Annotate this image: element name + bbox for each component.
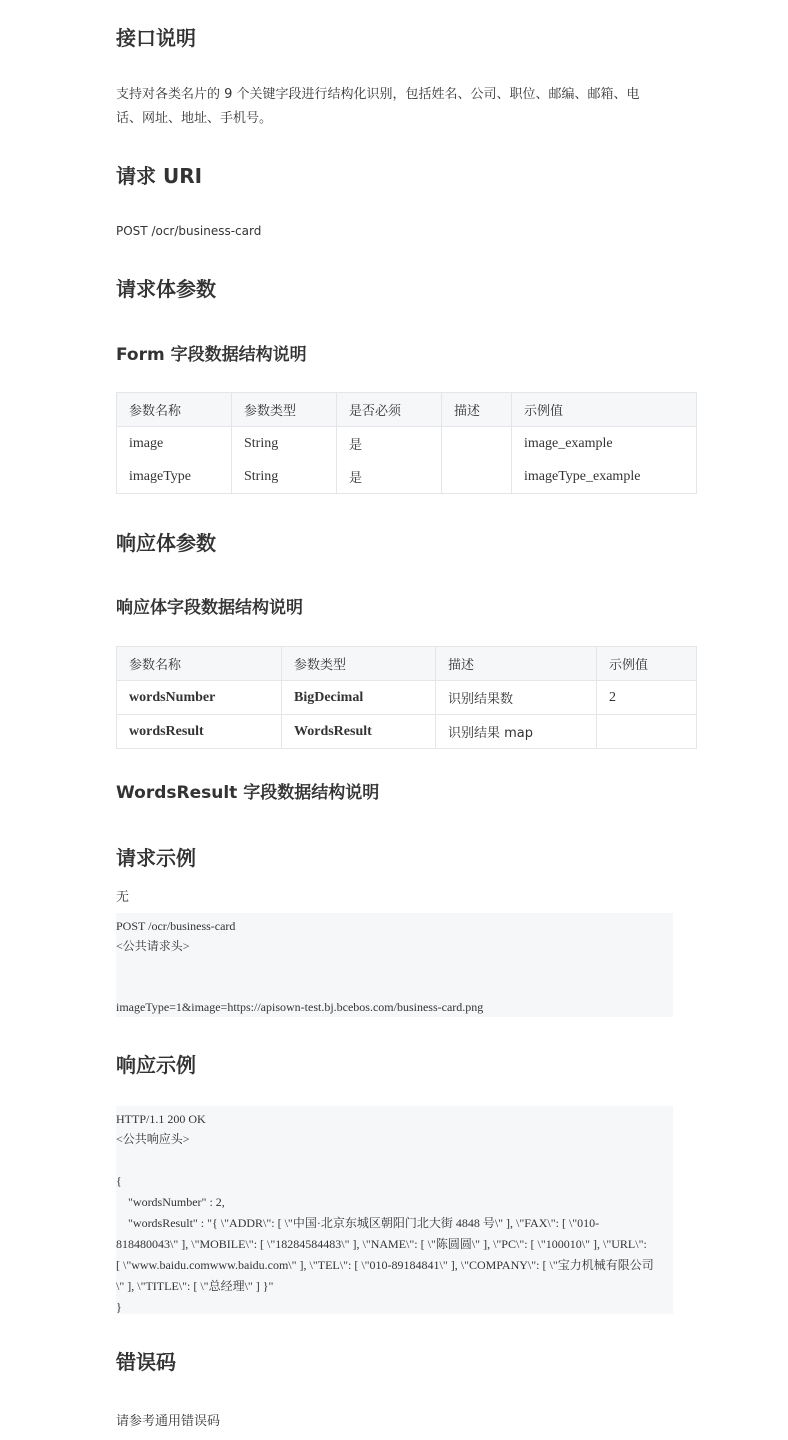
cell-description [442, 427, 512, 461]
cell-param-type: String [232, 427, 337, 461]
form-fields-subheading: Form 字段数据结构说明 [116, 345, 307, 365]
wordsresult-subheading: WordsResult 字段数据结构说明 [116, 783, 380, 803]
code-line: <公共请求头> [116, 939, 190, 953]
header-param-type: 参数类型 [282, 647, 436, 681]
header-example: 示例值 [597, 647, 697, 681]
cell-required: 是 [337, 427, 442, 461]
request-example-none: 无 [116, 890, 130, 905]
api-description-line-1: 支持对各类名片的 9 个关键字段进行结构化识别，包括姓名、公司、职位、邮编、邮箱、电 [116, 87, 640, 102]
table-row [117, 460, 697, 494]
cell-description: 识别结果 map [436, 715, 597, 749]
header-description: 描述 [436, 647, 597, 681]
code-line: "wordsNumber" : 2, [128, 1195, 225, 1209]
cell-param-name: wordsResult [117, 715, 282, 749]
response-fields-subheading: 响应体字段数据结构说明 [116, 598, 303, 618]
response-example-code-block [116, 1106, 673, 1314]
code-line: imageType=1&image=https://apisown-test.bj.bcebos.com/business-card.png [116, 1000, 484, 1014]
code-line: HTTP/1.1 200 OK [116, 1112, 206, 1126]
table-row [117, 681, 697, 715]
code-line: { [116, 1174, 122, 1188]
code-line: } [116, 1300, 122, 1314]
code-line: "wordsResult" : "{ \"ADDR\": [ \"中国·北京东城区朝阳门北大街 4848 号\" ], \"FAX\": [ \"010- [128, 1216, 600, 1230]
api-description-text [116, 83, 676, 131]
request-body-heading: 请求体参数 [116, 277, 216, 301]
request-uri-value: POST /ocr/business-card [116, 224, 262, 238]
cell-param-type: String [232, 460, 337, 494]
cell-example: 2 [597, 681, 697, 715]
api-description-line-2: 话、网址、地址、手机号。 [116, 111, 273, 126]
code-line: 818480043\" ], \"MOBILE\": [ \"18284584483\" ], \"NAME\": [ \"陈圆圆\" ], \"PC\": [ \"100010\" ], \"URL\": [116, 1237, 647, 1251]
response-params-header-row [117, 647, 697, 681]
response-example-heading: 响应示例 [116, 1053, 196, 1077]
request-example-code-block [116, 913, 673, 1017]
request-params-table [116, 392, 697, 494]
header-param-name: 参数名称 [117, 393, 232, 427]
header-param-name: 参数名称 [117, 647, 282, 681]
cell-example: imageType_example [512, 460, 697, 494]
response-body-heading: 响应体参数 [116, 531, 216, 555]
code-line: POST /ocr/business-card [116, 919, 236, 933]
table-row [117, 427, 697, 461]
cell-param-type: WordsResult [282, 715, 436, 749]
error-codes-heading: 错误码 [116, 1350, 176, 1374]
request-params-header-row [117, 393, 697, 427]
error-codes-text: 请参考通用错误码 [116, 1414, 221, 1429]
header-required: 是否必须 [337, 393, 442, 427]
cell-example: image_example [512, 427, 697, 461]
cell-required: 是 [337, 460, 442, 494]
api-description-heading: 接口说明 [116, 26, 196, 50]
cell-param-name: imageType [117, 460, 232, 494]
cell-param-name: wordsNumber [117, 681, 282, 715]
header-example: 示例值 [512, 393, 697, 427]
request-uri-heading: 请求 URI [116, 164, 203, 188]
response-params-table [116, 646, 697, 749]
cell-description [442, 460, 512, 494]
cell-param-type: BigDecimal [282, 681, 436, 715]
cell-param-name: image [117, 427, 232, 461]
cell-description: 识别结果数 [436, 681, 597, 715]
code-line: [ \"www.baidu.comwww.baidu.com\" ], \"TEL\": [ \"010-89184841\" ], \"COMPANY\": [ \"宝力机械有限公司 [116, 1258, 654, 1272]
code-line: \" ], \"TITLE\": [ \"总经理\" ] }" [116, 1279, 274, 1293]
header-description: 描述 [442, 393, 512, 427]
table-row [117, 715, 697, 749]
header-param-type: 参数类型 [232, 393, 337, 427]
cell-example [597, 715, 697, 749]
request-example-heading: 请求示例 [116, 846, 196, 870]
code-line: <公共响应头> [116, 1132, 190, 1146]
